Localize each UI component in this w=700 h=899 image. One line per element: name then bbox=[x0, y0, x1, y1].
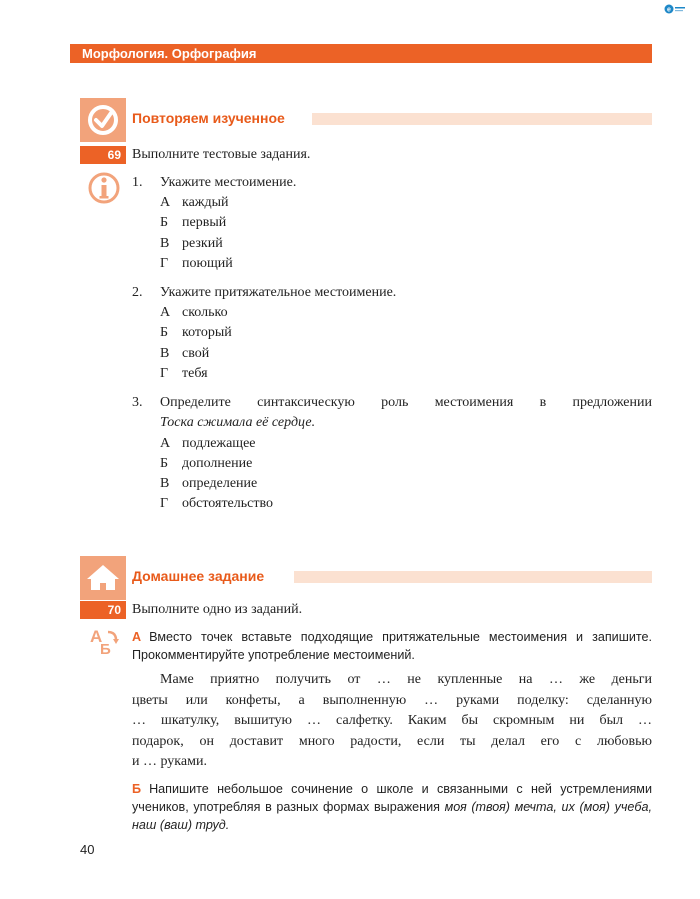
chapter-title: Морфология. Орфография bbox=[82, 46, 257, 61]
exercise-label: Б bbox=[132, 782, 142, 796]
svg-text:Б: Б bbox=[100, 641, 111, 658]
answer-option: Г обстоятельство bbox=[160, 496, 273, 512]
svg-text:A: A bbox=[90, 627, 103, 646]
svg-text:e: e bbox=[667, 6, 671, 14]
section-band bbox=[312, 113, 652, 125]
question-text: Укажите местоимение. bbox=[160, 175, 297, 190]
passage-line: … шкатулку, вышитую … салфетку. Каким бы скромным ни был … bbox=[132, 713, 652, 728]
question-3 bbox=[132, 393, 652, 515]
answer-option: В резкий bbox=[160, 235, 223, 251]
clock-check-icon bbox=[80, 98, 126, 142]
task-instruction: Выполните одно из заданий. bbox=[132, 602, 303, 617]
answer-option: А каждый bbox=[160, 195, 229, 210]
abc-icon bbox=[88, 626, 122, 658]
passage-line: цветы или конфеты, а выполненную … руками поделку: сделанную bbox=[132, 692, 652, 708]
task-instruction: Выполните тестовые задания. bbox=[132, 147, 311, 162]
house-icon bbox=[80, 556, 126, 600]
question-example-sentence: Тоска сжимала её сердце. bbox=[160, 415, 316, 430]
question-number: 2. bbox=[132, 285, 143, 300]
info-icon bbox=[88, 170, 120, 206]
section-title: Домашнее задание bbox=[132, 568, 265, 584]
answer-option: В свой bbox=[160, 345, 210, 361]
answer-option: Б дополнение bbox=[160, 455, 253, 471]
exercise-text: Вместо точек вставьте подходящие притяжательные местоимения и запишите. Прокомментируйте употребление местоимений. bbox=[132, 630, 652, 662]
section-title: Повторяем изученное bbox=[132, 110, 285, 126]
publisher-logo-icon bbox=[664, 3, 686, 15]
exercise-a bbox=[132, 628, 652, 664]
question-text: Определите синтаксическую роль местоимения в предложении bbox=[160, 395, 652, 410]
exercise-b bbox=[132, 780, 652, 834]
question-1 bbox=[132, 173, 652, 274]
answer-option: Г поющий bbox=[160, 255, 233, 271]
section-homework-header bbox=[80, 556, 652, 600]
section-repeat-header bbox=[80, 98, 652, 142]
chapter-header bbox=[70, 44, 652, 63]
section-band bbox=[294, 571, 652, 583]
dictation-passage bbox=[132, 670, 652, 773]
task-number-badge: 69 bbox=[80, 146, 126, 164]
answer-option: В определение bbox=[160, 476, 258, 492]
passage-line: подарок, он доставит много радости, если ты делал его с любовью bbox=[132, 733, 652, 749]
answer-option: Б первый bbox=[160, 215, 227, 231]
exercise-text: Напишите небольшое сочинение о школе и связанными с ней устремлениями учеников, употребляя в разных формах выражения bbox=[132, 782, 652, 814]
answer-option: А сколько bbox=[160, 305, 228, 320]
answer-option: А подлежащее bbox=[160, 435, 256, 451]
exercise-label: А bbox=[132, 630, 142, 644]
page-number: 40 bbox=[80, 842, 95, 857]
exercise-examples: моя (твоя) мечта, их (моя) учеба, наш (ваш) труд. bbox=[132, 800, 652, 832]
answer-option: Б который bbox=[160, 325, 232, 341]
question-text: Укажите притяжательное местоимение. bbox=[160, 285, 397, 300]
answer-option: Г тебя bbox=[160, 365, 208, 381]
question-number: 3. bbox=[132, 395, 143, 410]
passage-line: и … руками. bbox=[132, 754, 207, 769]
task-number-badge: 70 bbox=[80, 601, 126, 619]
question-number: 1. bbox=[132, 175, 143, 190]
passage-line: Маме приятно получить от … не купленные на … же деньги bbox=[160, 672, 652, 687]
question-2 bbox=[132, 283, 652, 384]
